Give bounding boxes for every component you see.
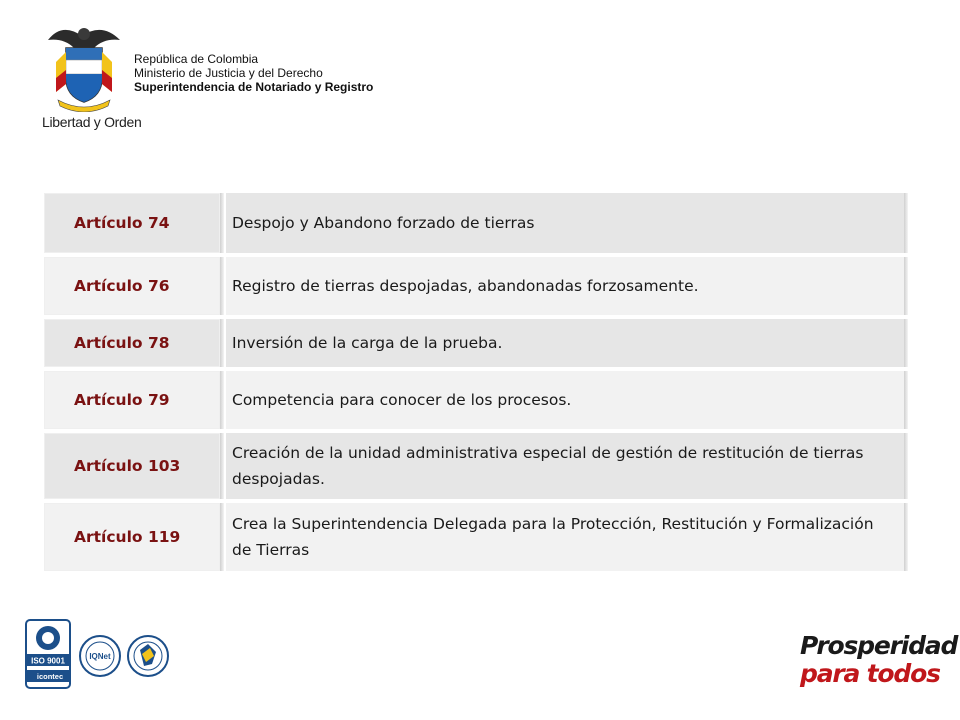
icontec-iso-9001-logo [26,620,70,688]
articles-table [44,193,904,575]
article-number-cell [44,503,220,571]
article-number-cell [44,193,220,253]
table-row [44,193,904,253]
iso-label: ISO 9001 [31,656,65,666]
article-description: Competencia para conocer de los procesos. [226,371,904,429]
article-number-cell [44,257,220,315]
article-number: Artículo 74 [74,214,170,232]
iqnet-logo [80,636,120,676]
icontec-label: icontec [36,672,64,681]
entity-line-republic: República de Colombia [134,52,259,66]
article-description: Inversión de la carga de la prueba. [226,319,904,367]
entity-line-superintendence: Superintendencia de Notariado y Registro [134,80,374,94]
motto-text: Libertad y Orden [42,114,142,130]
article-number: Artículo 103 [74,457,181,475]
article-number: Artículo 76 [74,277,170,295]
article-number-cell [44,319,220,367]
article-number-cell [44,371,220,429]
colombia-coat-of-arms-icon [42,22,126,112]
header [38,22,438,137]
entity-name [134,52,373,94]
article-number: Artículo 78 [74,334,170,352]
table-row [44,433,904,499]
entity-line-ministry: Ministerio de Justicia y del Derecho [134,66,323,80]
table-row [44,319,904,367]
article-number-cell [44,433,220,499]
certification-logos [24,618,184,698]
article-description: Crea la Superintendencia Delegada para la Protección, Restitución y Formalización de Tierras [226,503,904,571]
table-row [44,503,904,571]
slogan-line-2: para todos [800,659,940,688]
article-description: Registro de tierras despojadas, abandonadas forzosamente. [226,257,904,315]
prosperidad-para-todos-logo [800,631,958,702]
iqnet-label: IQNet [89,652,111,661]
article-description: Despojo y Abandono forzado de tierras [226,193,904,253]
slogan-line-1: Prosperidad [800,631,958,660]
colombia-certification-seal [128,636,168,676]
article-number: Artículo 119 [74,528,181,546]
article-number: Artículo 79 [74,391,170,409]
table-row [44,257,904,315]
table-row [44,371,904,429]
article-description: Creación de la unidad administrativa especial de gestión de restitución de tierras despojadas. [226,433,904,499]
